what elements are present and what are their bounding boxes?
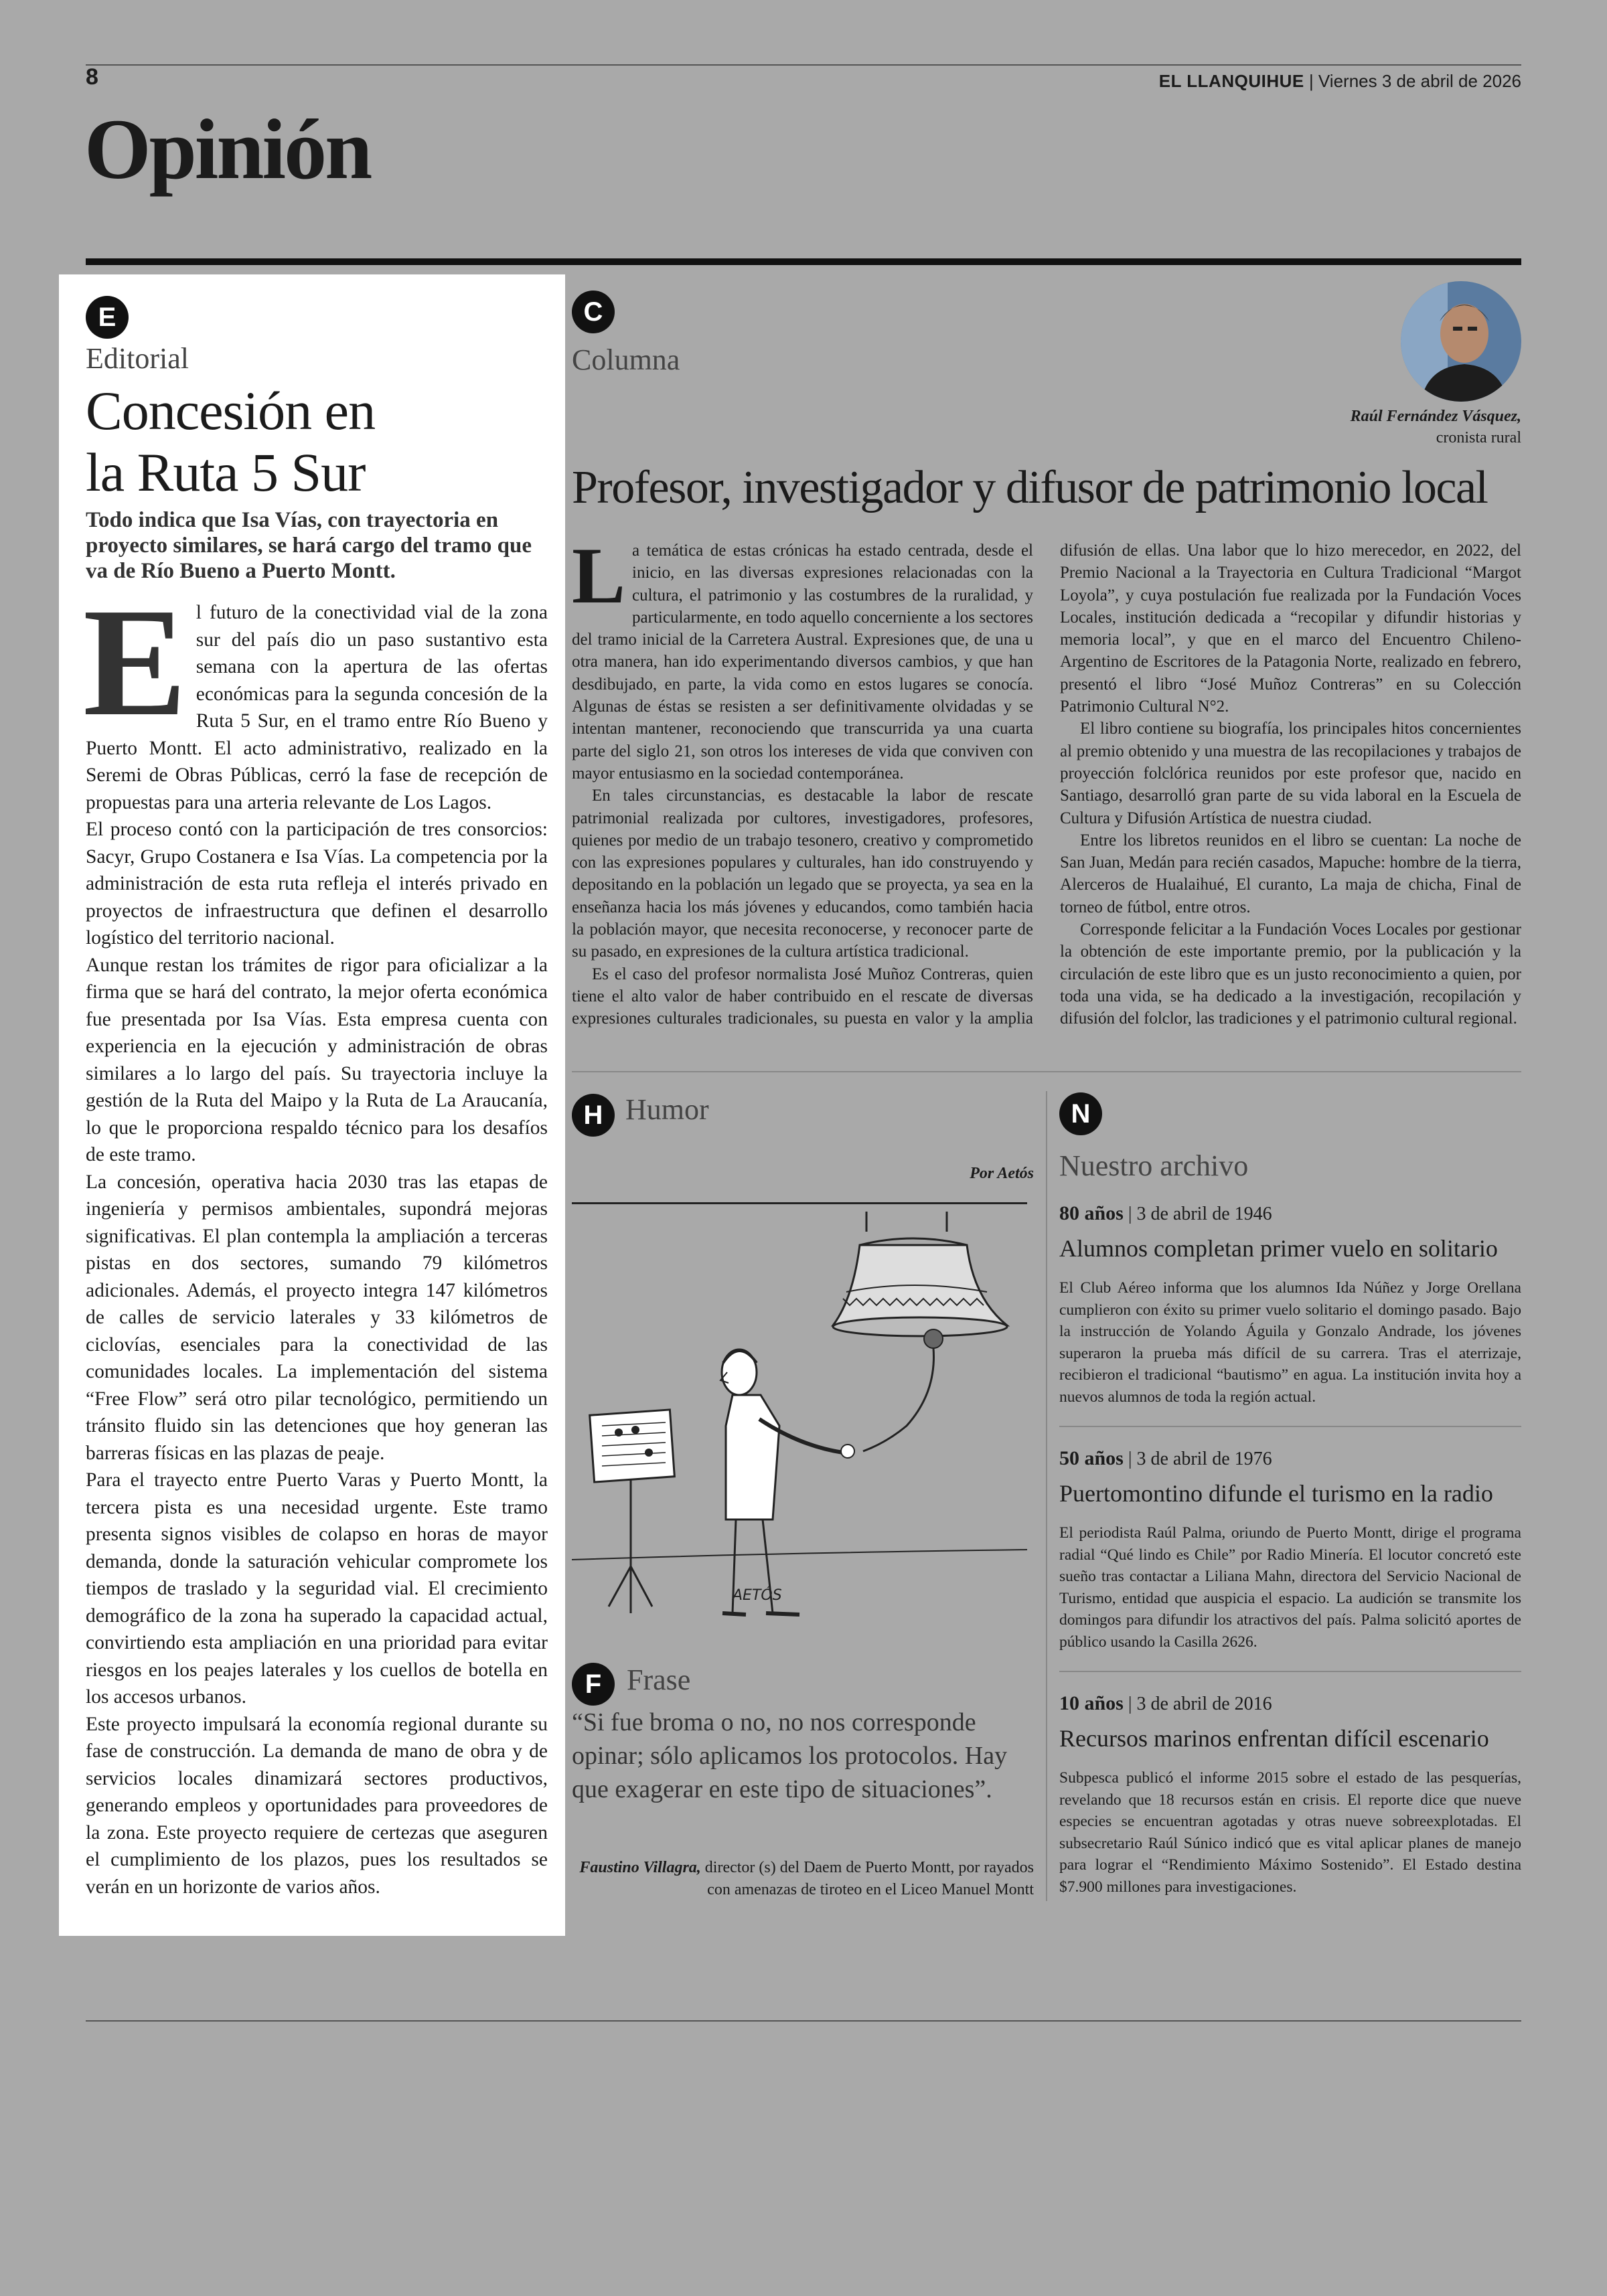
columna-body — [572, 531, 1521, 1030]
columna-paragraph: Es el caso del profesor normalista José Muñoz Contreras, quien tiene el alto valor de haber contribuido en el rescate de diversas expresiones culturales tradicionales, su puesta en valor y la amplia difusión de ellas. Una labor que lo hizo merecedor, en 2022, del Premio Nacional a la Trayectoria en Cultura Tradicional “Margot Loyola”, y cuya postulación fue realizada por la Fundación Voces Locales, institución dedicada a “recopilar y difundir historias y memoria local”, y que en el marco del Encuentro Chileno- Argentino de Escritores de la Patagonia Norte, realizado en febrero, presentó el libro “José Muñoz Contreras” en su Colección Patrimonio Cultural N°2. — [572, 542, 1521, 1028]
music-stand-icon — [590, 1410, 675, 1613]
page-number: 8 — [86, 64, 98, 90]
cartoon-signature: AETÓS — [733, 1587, 782, 1604]
columna-label: Columna — [572, 343, 680, 376]
archivo-headline: Alumnos completan primer vuelo en solitario — [1059, 1235, 1498, 1262]
top-rule — [86, 64, 1521, 66]
archivo-body: El periodista Raúl Palma, oriundo de Puerto Montt, dirige el programa radial “Qué lindo es Chile” por Radio Minería. El locutor concretó este sueño tras contactar a Liliana Mahn, directora del Servicio Nacional de Turismo, entidad que auspicia el espacio. La audición se transmite los domingos para difundir los atractivos del país. Palma solicitó aportes de público usando la Casilla 2626. — [1059, 1524, 1521, 1651]
archivo-years: 10 años — [1059, 1692, 1124, 1714]
newspaper-name: EL LLANQUIHUE — [1158, 71, 1304, 91]
editorial-paragraph: Aunque restan los trámites de rigor para oficializar a la firma que se hará del contrato, la mejor oferta económica fue presentada por Isa Vías. Esta empresa cuenta con experiencia en la ejecución y administración de obras similares a lo largo del país. Su trayectoria incluye la gestión de la Ruta del Maipo y la Ruta de La Araucanía, lo que le proporciona respaldo técnico para los desafíos de este tramo. — [86, 954, 548, 1165]
author-photo — [1401, 281, 1521, 402]
masthead: EL LLANQUIHUE | Viernes 3 de abril de 2026 — [1158, 71, 1521, 91]
archivo-divider — [1059, 1671, 1521, 1672]
archivo-item: 80 años | 3 de abril de 1946 Alumnos completan primer vuelo en solitario El Club Aéreo informa que los alumnos Ida Núñez y Jorge Orellana cumplieron con éxito su primer vuelo solitario el domingo pasado. Bajo la instrucción de Yolando Águila y Gonzalo Andrade, los jóvenes superaron la prueba más difícil de su carrera. Tras el aterrizaje, recibieron el tradicional “bautismo” en agua. La institución invita hoy a nuevos alumnos de toda la región actual. — [1059, 1202, 1521, 1408]
editorial-title — [86, 380, 548, 503]
humor-label: Humor — [625, 1093, 709, 1126]
humor-rule — [572, 1202, 1027, 1204]
columna-paragraph: El libro contiene su biografía, los principales hitos concernientes al premio obtenido y una muestra de las recopilaciones y trabajos de proyección folclórica reunidos por este profesor que, nacido en Santiago, desarrolló gran parte de su vida laboral en la Escuela de Cultura y Difusión Artística de nuestra ciudad. — [1060, 720, 1521, 827]
archivo-date: 3 de abril de 2016 — [1136, 1694, 1272, 1714]
editorial-paragraph: l futuro de la conectividad vial de la zona sur del país dio un paso sustantivo esta semana con la apertura de las ofertas económicas para la segunda concesión de la Ruta 5 Sur, en el tramo entre Río Bueno y Puerto Montt. El acto administrativo, realizado en la Seremi de Obras Públicas, cerró la fase de recepción de propuestas para una arteria relevante de Los Lagos. — [86, 602, 548, 813]
frase-cite-name: Faustino Villagra, — [579, 1859, 701, 1876]
section-rule — [86, 258, 1521, 265]
editorial-paragraph: El proceso contó con la participación de tres consorcios: Sacyr, Grupo Costanera e Isa Vías. La competencia por la administración de esta ruta refleja el interés privado en proyectos de infraestructura que definen el desarrollo logístico del territorio nacional. — [86, 819, 548, 949]
columna-paragraph: En tales circunstancias, es destacable la labor de rescate patrimonial realizada por cultores, investigadores, profesores, quienes por medio de un trabajo tesonero, creativo y comprometido con las expresiones populares y culturales, han ido construyendo y depositando en la población un legado que se proyecta, ya sea en la enseñanza hacia los más jóvenes y educandos, como también hacia la población mayor, que necesita reconocerse, y reconocer parte de su pasado, en expresiones de la cultura artística tradicional. — [572, 787, 1033, 961]
archivo-years: 50 años — [1059, 1447, 1124, 1469]
frase-label: Frase — [627, 1663, 691, 1696]
editorial-paragraph: La concesión, operativa hacia 2030 tras las etapas de ingeniería y permisos ambientales, supondrá mejoras significativas. El plan contempla la ampliación a terceras pistas en dos sectores, sumando 79 kilómetros adicionales. Además, el proyecto integra 147 kilómetros de calles de servicio laterales y 33 kilómetros de ciclovías, esenciales para la conectividad de las comunidades locales. La implementación del sistema “Free Flow” será otro pilar tecnológico, permitiendo un tránsito fluido sin las detenciones que hoy generan las barreras físicas en las plazas de peaje. — [86, 1171, 548, 1464]
column-divider — [1046, 1091, 1047, 1901]
author-role: cronista rural — [1436, 429, 1521, 446]
editorial-badge: E — [86, 296, 129, 339]
archivo-badge: N — [1059, 1092, 1102, 1135]
columna-paragraph: Corresponde felicitar a la Fundación Voces Locales por gestionar la obtención de este importante premio, por la publicación y la circulación de este libro que es un justo reconocimiento a quien, por toda una vida, se ha dedicado a la investigación, recopilación y difusión del folclor, las tradiciones y el patrimonio cultural regional. — [1060, 920, 1521, 1028]
archivo-body: Subpesca publicó el informe 2015 sobre el estado de las pesquerías, revelando que 18 recursos están en crisis. El reporte dice que nueve especies se encuentran agotadas y otras nueve sobreexplotadas. El subsecretario Raúl Súnico indicó que es vital aplicar planes de manejo para lograr el “Rendimiento Máximo Sostenido”. El Estado destina $7.900 millones para investigaciones. — [1059, 1769, 1521, 1896]
archivo-date: 3 de abril de 1976 — [1136, 1449, 1272, 1469]
columna-paragraph: a temática de estas crónicas ha estado centrada, desde el inicio, en las diversas expresiones relacionadas con la cultura, el patrimonio y las costumbres de la ruralidad, y particularmente, en todo aquello concerniente a los sectores del tramo inicial de la Carretera Austral. Expresiones que, de una u otra manera, han ido experimentando diversos cambios, y que han desdibujado, en parte, la vida como en estos lugares se conocía. Algunas de éstas se resisten a ser definitivamente olvidadas y se intentan mantener, reconociendo que transcurrida ya una cuarta parte del siglo 21, son otros los intereses de vida que conviven con mayor entusiasmo en la sociedad contemporánea. — [572, 542, 1033, 783]
editorial-title-line-2: la Ruta 5 Sur — [86, 442, 366, 503]
author-name: Raúl Fernández Vásquez, — [1350, 408, 1521, 425]
editorial-paragraph: Para el trayecto entre Puerto Varas y Puerto Montt, la tercera pista es una necesidad urgente. Este tramo presenta signos visibles de colapso en horas de mayor demanda, donde la saturación vehicular compromete los tiempos de traslado y la seguridad vial. El crecimiento demográfico de la zona ha superado la capacidad actual, convirtiendo esta ampliación en una prioridad para evitar riesgos en los peajes laterales y los cuellos de botella en los accesos urbanos. — [86, 1469, 548, 1708]
editorial-title-line-1: Concesión en — [86, 380, 376, 441]
columna-dropcap: L — [572, 531, 626, 620]
frase-badge: F — [572, 1663, 615, 1706]
author-byline — [1253, 406, 1521, 448]
humor-cartoon — [572, 1205, 1027, 1633]
archivo-body: El Club Aéreo informa que los alumnos Ida Núñez y Jorge Orellana cumplieron con éxito su primer vuelo solitario el domingo pasado. Bajo la instrucción de Yolando Águila y Gonzalo Andrade, los jóvenes superaron la prueba más difícil de su carrera. Tras el aterrizaje, recibieron el tradicional “bautismo” en agua. La institución invita hoy a nuevos alumnos de toda la región actual. — [1059, 1279, 1521, 1406]
columna-title: Profesor, investigador y difusor de patrimonio local — [572, 462, 1488, 513]
editorial-body — [83, 576, 548, 1900]
editorial-dropcap: E — [83, 576, 187, 748]
columna-paragraph: Entre los libretos reunidos en el libro se cuentan: La noche de San Juan, Medán para recién casados, Mapuche: hombre de la tierra, Alerceros de Hualaihué, El curanto, La maja de chicha, Final de torneo de fútbol, entre otros. — [1060, 831, 1521, 916]
section-divider — [572, 1071, 1521, 1072]
bell-icon — [833, 1212, 1007, 1348]
archivo-headline: Recursos marinos enfrentan difícil escenario — [1059, 1725, 1489, 1752]
musician-figure — [720, 1349, 854, 1615]
issue-date: Viernes 3 de abril de 2026 — [1318, 71, 1521, 91]
archivo-headline: Puertomontino difunde el turismo en la radio — [1059, 1480, 1493, 1507]
humor-byline: Por Aetós — [970, 1165, 1034, 1182]
editorial-paragraph: Este proyecto impulsará la economía regional durante su fase de construcción. La demanda de mano de obra y de servicios locales dinamizará sectores productivos, generando empleos y oportunidades para proveedores de la zona. Este proyecto requiere de certezas que aseguren el cumplimiento de los plazos, pues los resultados se verán en un horizonte de varios años. — [86, 1713, 548, 1898]
archivo-divider — [1059, 1426, 1521, 1427]
archivo-item: 50 años | 3 de abril de 1976 Puertomontino difunde el turismo en la radio El periodista Raúl Palma, oriundo de Puerto Montt, dirige el programa radial “Qué lindo es Chile” por Radio Minería. El locutor concretó este sueño tras contactar a Liliana Mahn, directora del Servicio Nacional de Turismo, entidad que auspicia el espacio. La audición se transmite los domingos para difundir los atractivos del país. Palma solicitó aportes de público usando la Casilla 2626. — [1059, 1447, 1521, 1653]
frase-quote: “Si fue broma o no, no nos corresponde opinar; sólo aplicamos los protocolos. Hay que exagerar en este tipo de situaciones”. — [572, 1708, 1008, 1803]
columna-badge: C — [572, 291, 615, 333]
editorial-lead: Todo indica que Isa Vías, con trayectoria en proyecto similares, se hará cargo del tramo que va de Río Bueno a Puerto Montt. — [86, 508, 532, 583]
archivo-years: 80 años — [1059, 1202, 1124, 1224]
editorial-label: Editorial — [86, 342, 189, 375]
archivo-item: 10 años | 3 de abril de 2016 Recursos marinos enfrentan difícil escenario Subpesca publicó el informe 2015 sobre el estado de las pesquerías, revelando que 18 recursos están en crisis. El reporte dice que nueve especies se encuentran agotadas y otras nueve sobreexplotadas. El subsecretario Raúl Súnico indicó que es vital aplicar planes de manejo para lograr el “Rendimiento Máximo Sostenido”. El Estado destina $7.900 millones para investigaciones. — [1059, 1692, 1521, 1898]
archivo-date: 3 de abril de 1946 — [1136, 1204, 1272, 1224]
bottom-rule — [86, 2020, 1521, 2022]
section-title: Opinión — [84, 102, 371, 197]
archivo-label: Nuestro archivo — [1059, 1149, 1249, 1182]
frase-citation — [572, 1857, 1034, 1901]
frase-cite-text: director (s) del Daem de Puerto Montt, por rayados con amenazas de tiroteo en el Liceo Manuel Montt — [700, 1859, 1034, 1898]
humor-badge: H — [572, 1094, 615, 1137]
